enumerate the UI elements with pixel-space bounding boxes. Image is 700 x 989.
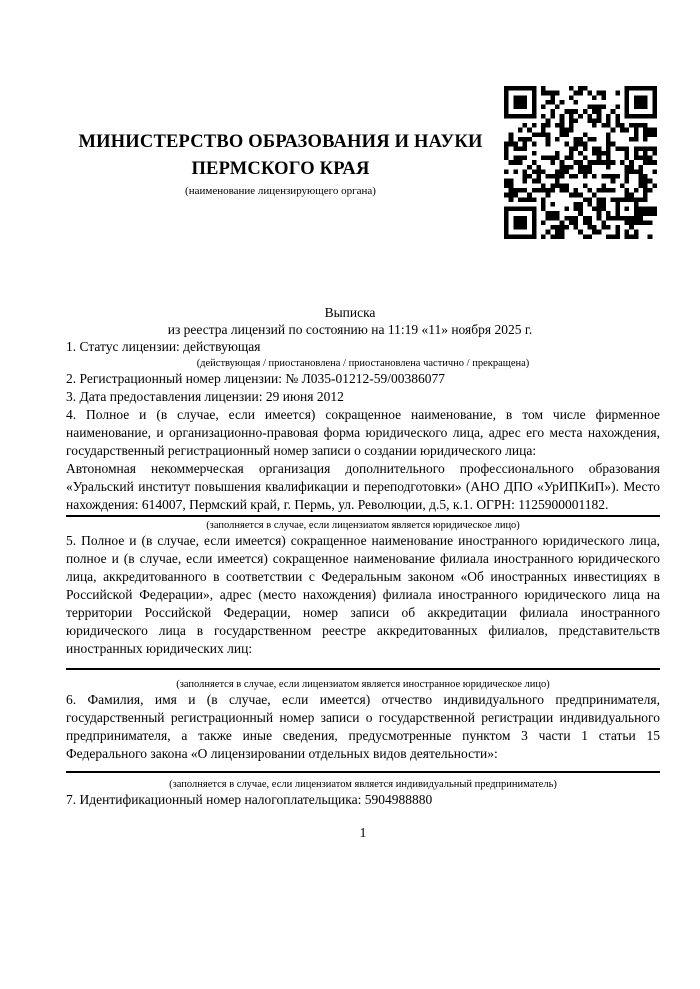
- item-6-caption: (заполняется в случае, если лицензиатом является индивидуальный предприниматель): [169, 779, 557, 790]
- authority-name-line1: МИНИСТЕРСТВО ОБРАЗОВАНИЯ И НАУКИ: [78, 132, 483, 152]
- document-title: [0, 304, 700, 338]
- licensing-authority-block: [66, 129, 503, 198]
- item-4-legal-entity-label: 4. Полное и (в случае, если имеется) сокращенное наименование, в том числе фирменное наименование, и организационно-правовая форма юридического лица, адрес его места нахождения, государственный регистрационный номер записи о создании юридического лица:: [66, 407, 660, 458]
- item-5-foreign-entity-label: 5. Полное и (в случае, если имеется) сокращенное наименование иностранного юридического лица, полное и (в случае, если имеется) сокращенное наименование филиала иностранного юридического лица, аккредитованного в соответствии с Федеральным законом «Об иностранных инвестициях в Российской Федерации», адрес (место нахождения) филиала иностранного юридического лица на территории Российской Федерации, номер записи об аккредитации филиала иностранного юридического лица в государственном реестре аккредитованных филиалов, представительств иностранных юридических лиц:: [66, 533, 660, 656]
- item-5-fill-line: [66, 668, 660, 670]
- title-line: Выписка: [324, 305, 376, 320]
- item-1-caption: (действующая / приостановлена / приостановлена частично / прекращена): [196, 358, 530, 369]
- item-1-license-status: 1. Статус лицензии: действующая: [66, 339, 261, 354]
- page-number: 1: [359, 825, 367, 840]
- item-4-legal-entity-value: Автономная некоммерческая организация дополнительного профессионального образования «Уральский институт повышения квалификации и переподготовки» (АНО ДПО «УрИПКиП»). Место нахождения: 614007, Пермский край, г. Пермь, ул. Революции, д.5, к.1. ОГРН: 1125900001182.: [66, 461, 660, 512]
- item-4-fill-line: [66, 515, 660, 517]
- document-header: [0, 0, 700, 239]
- authority-caption: (наименование лицензирующего органа): [185, 185, 376, 197]
- item-2-registration-number: 2. Регистрационный номер лицензии: № Л035-01212-59/00386077: [66, 371, 446, 386]
- authority-name-line2: ПЕРМСКОГО КРАЯ: [191, 159, 370, 179]
- item-6-fill-line: [66, 771, 660, 773]
- authority-name: [66, 129, 495, 183]
- item-4-caption: (заполняется в случае, если лицензиатом является юридическое лицо): [206, 520, 520, 531]
- title-subtitle: из реестра лицензий по состоянию на 11:19 «11» ноября 2025 г.: [167, 322, 533, 337]
- qr-code-image: [503, 86, 658, 239]
- item-7-taxpayer-id: 7. Идентификационный номер налогоплательщика: 5904988880: [66, 792, 433, 807]
- item-5-caption: (заполняется в случае, если лицензиатом является иностранное юридическое лицо): [176, 679, 550, 690]
- item-6-entrepreneur-label: 6. Фамилия, имя и (в случае, если имеется) отчество индивидуального предпринимателя, государственный регистрационный номер записи о государственной регистрации индивидуального предпринимателя, а также иные сведения, предусмотренные пунктом 3 части 1 статьи 15 Федерального закона «О лицензировании отдельных видов деятельности»:: [66, 692, 660, 761]
- item-3-license-grant-date: 3. Дата предоставления лицензии: 29 июня 2012: [66, 389, 344, 404]
- qr-code: [503, 86, 658, 239]
- document-body: [66, 338, 660, 842]
